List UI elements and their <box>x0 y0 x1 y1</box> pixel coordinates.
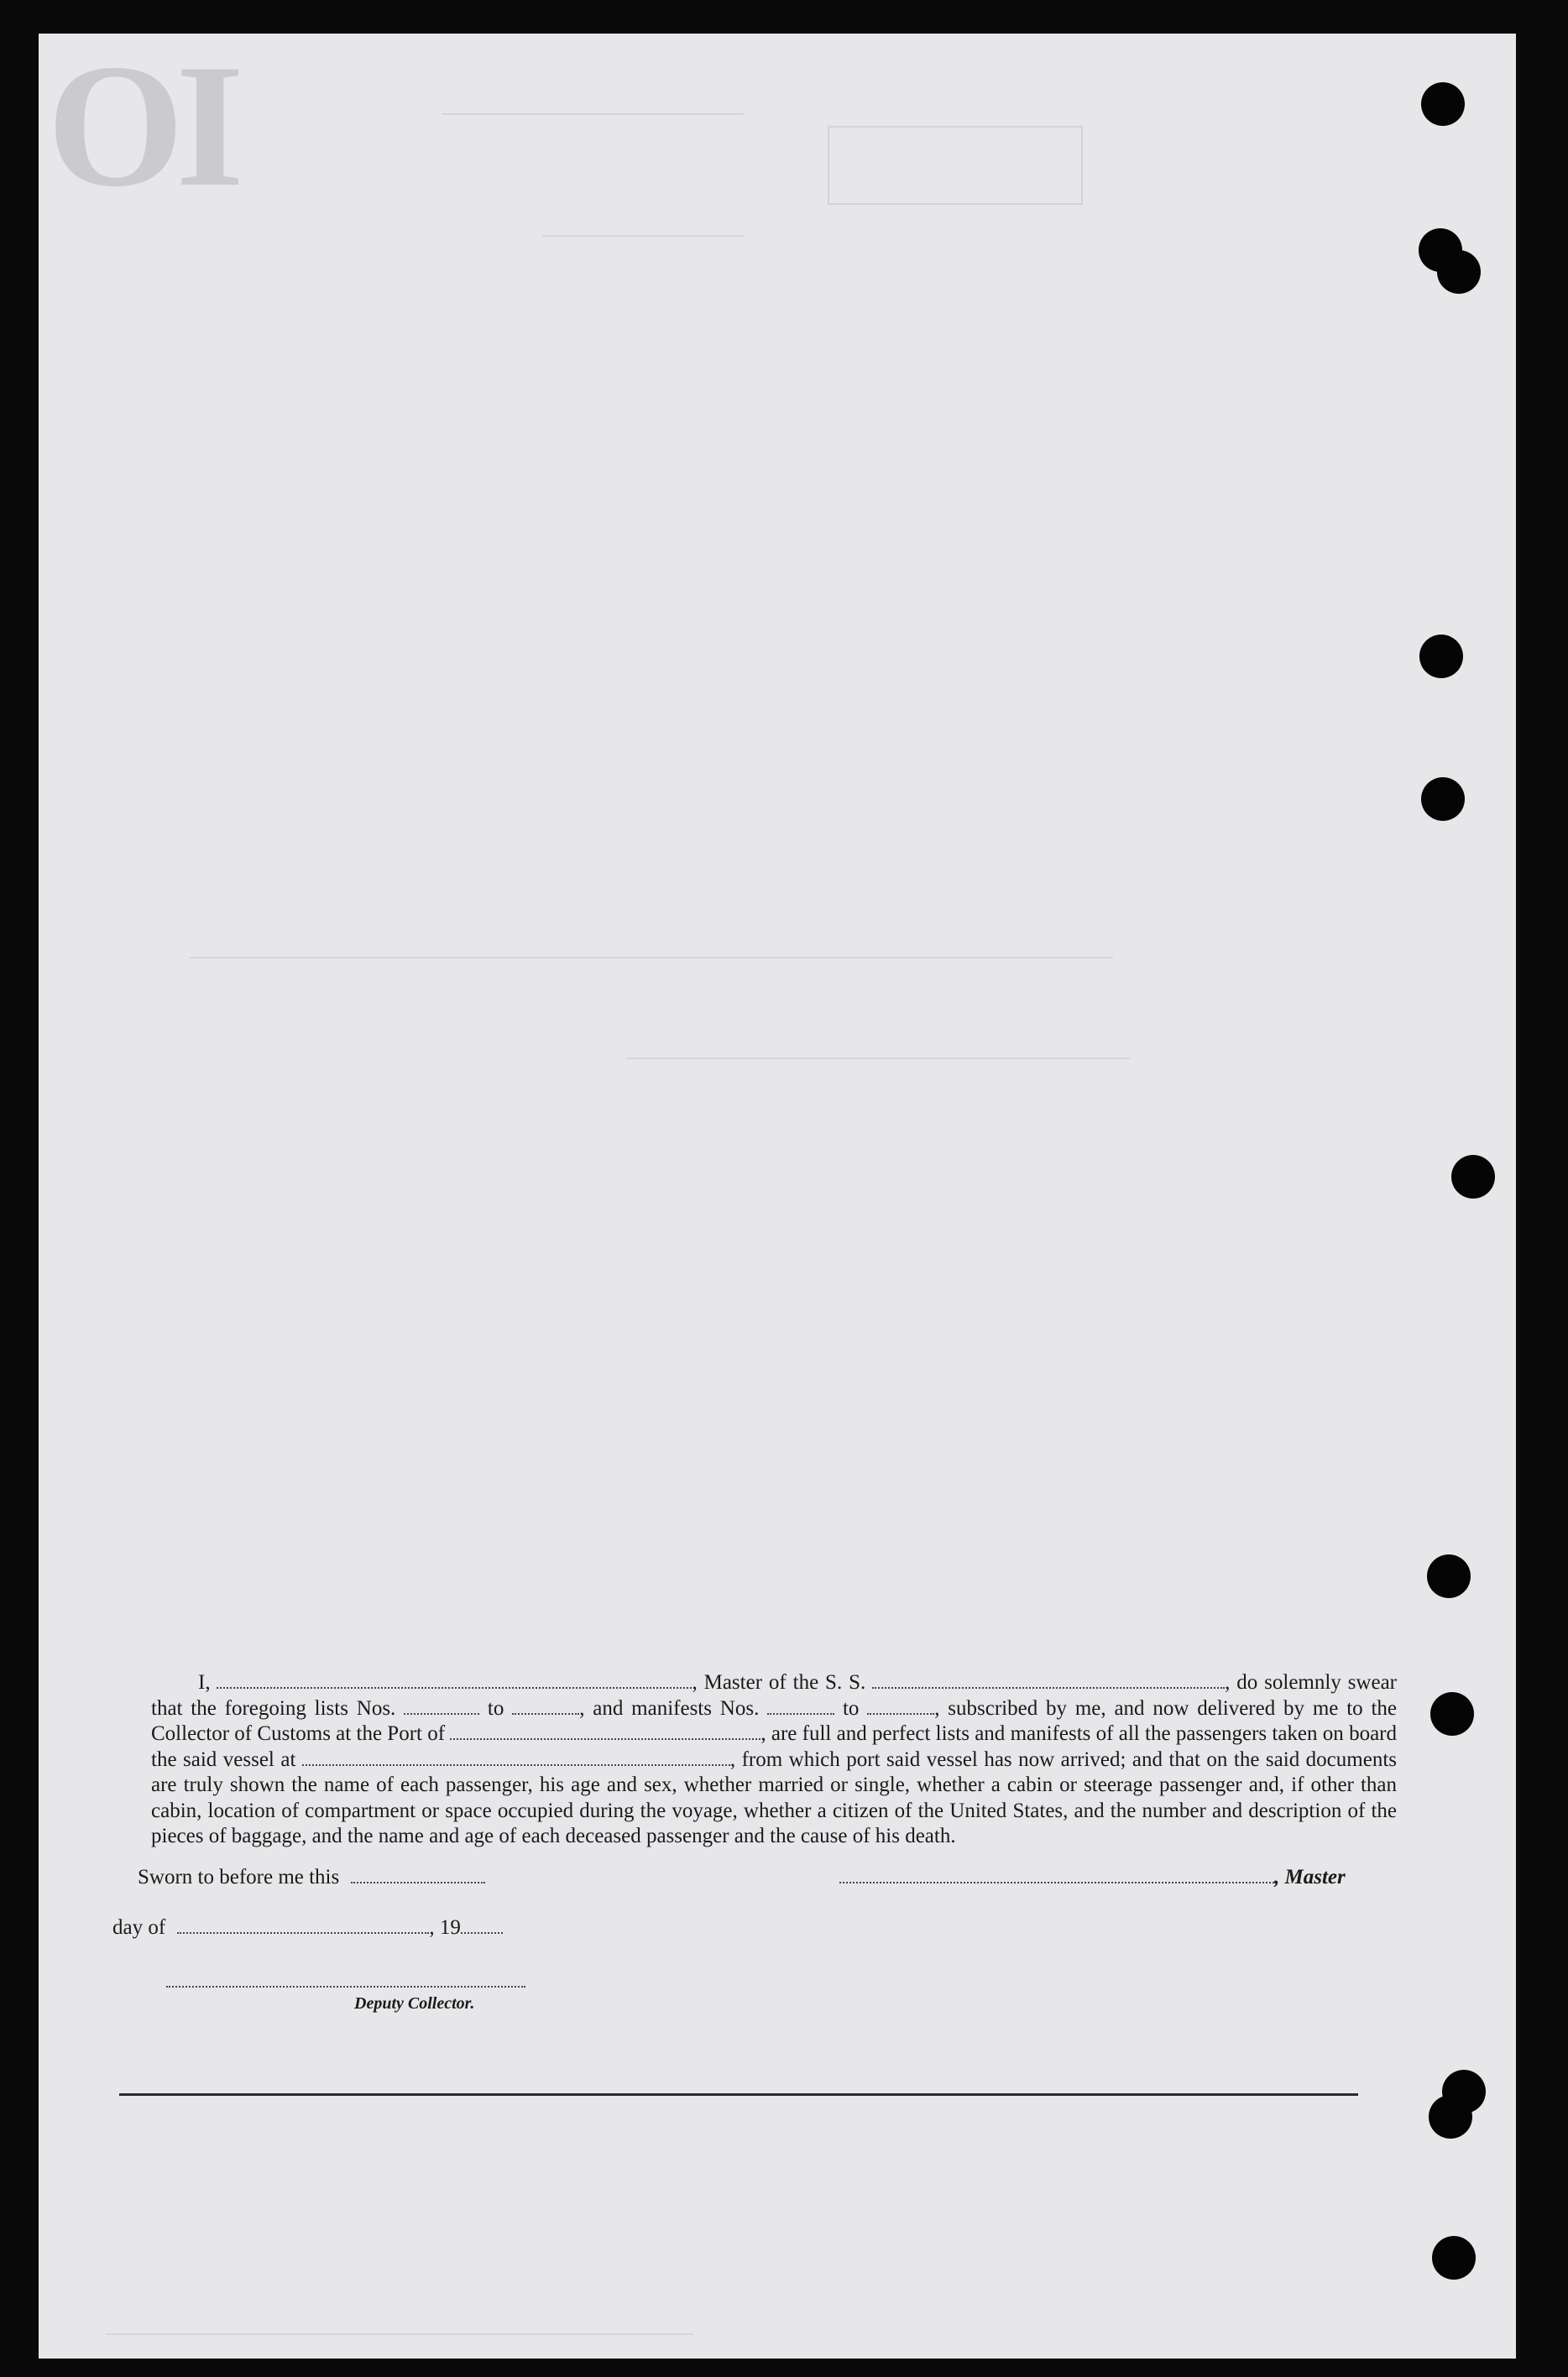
master-name-blank <box>217 1670 692 1689</box>
bleed-through-mark: OI <box>47 29 237 223</box>
oath-text: , are full and perfect lists and manifests of all the passengers taken on board the said vessel at <box>151 1722 1397 1771</box>
bleed-through-line <box>442 113 744 115</box>
port-blank <box>450 1721 760 1740</box>
document-page <box>39 29 1516 2359</box>
oath-text: , subscribed by me, and now delivered by me to the Collector of Customs at the Port of <box>151 1696 1398 1745</box>
bleed-through-line <box>190 957 1113 959</box>
punch-hole <box>1427 1554 1471 1598</box>
oath-text: I, <box>198 1671 217 1694</box>
manifest-from-blank <box>767 1696 834 1715</box>
deputy-collector-signature-line <box>166 1986 525 1988</box>
deputy-collector-label: Deputy Collector. <box>354 1994 475 2013</box>
punch-hole <box>1419 635 1463 678</box>
month-blank <box>177 1915 429 1934</box>
bleed-through-line <box>106 2333 693 2335</box>
deputy-collector-row <box>354 1991 474 2014</box>
bottom-rule <box>119 2093 1358 2096</box>
punch-hole <box>1429 2095 1472 2139</box>
punch-hole <box>1430 1692 1474 1736</box>
punch-hole <box>1421 82 1465 126</box>
oath-text: , do solemnly swear that the foregoing lists Nos. <box>151 1671 1397 1720</box>
sworn-label: Sworn to before me this <box>138 1866 340 1889</box>
year-blank <box>461 1915 503 1934</box>
oath-text: , and manifests Nos. <box>579 1696 768 1720</box>
sworn-row <box>138 1865 485 1889</box>
list-from-blank <box>404 1696 479 1715</box>
day-of-row <box>112 1915 503 1940</box>
manifest-to-blank <box>867 1696 934 1715</box>
bleed-through-line <box>626 1058 1130 1059</box>
departure-port-blank <box>302 1747 730 1766</box>
bleed-through-stamp <box>828 126 1083 205</box>
list-to-blank <box>512 1696 579 1715</box>
oath-paragraph <box>151 1670 1397 1850</box>
master-signature-blank <box>839 1865 1274 1883</box>
day-of-label: day of <box>112 1916 166 1939</box>
punch-hole <box>1421 777 1465 821</box>
oath-text: to <box>479 1696 513 1720</box>
year-prefix: , 19 <box>429 1916 461 1939</box>
oath-text: to <box>834 1696 868 1720</box>
bleed-through-line <box>542 235 744 237</box>
oath-text: , Master of the S. S. <box>692 1671 873 1694</box>
punch-hole <box>1432 2236 1476 2280</box>
vessel-name-blank <box>872 1670 1225 1689</box>
master-signature-label: , Master <box>1274 1866 1346 1889</box>
punch-hole <box>1437 250 1481 294</box>
punch-hole <box>1451 1155 1495 1199</box>
sworn-day-blank <box>351 1865 485 1883</box>
oath-text: , from which port said vessel has now arrived; and that on the said documents are truly shown the name of each passenger, his age and sex, whether married or single, whether a cabin or steerage passenger and, if other than cabin, location of compartment or space occupied during the voyage, whether a citizen of the United States, and the number and description of the pieces of baggage, and the name and age of each deceased passenger and the cause of his death. <box>151 1747 1397 1847</box>
master-signature-row <box>839 1865 1346 1889</box>
